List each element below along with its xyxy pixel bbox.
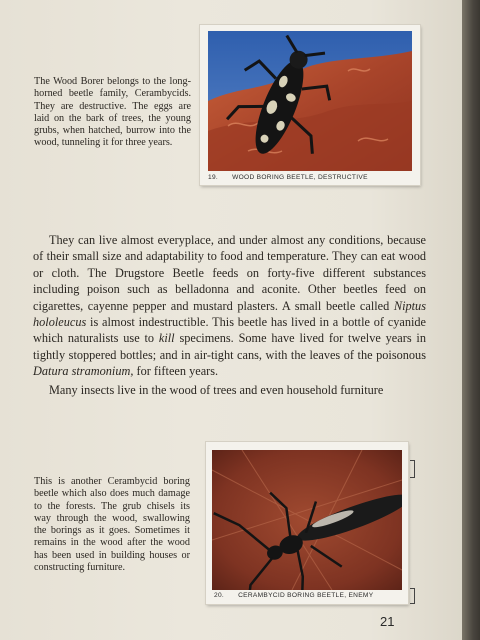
book-spine xyxy=(462,0,480,640)
stamp-caption xyxy=(208,174,368,181)
page-number: 21 xyxy=(380,614,395,629)
stamp-caption xyxy=(214,592,373,599)
stamp-number: 19. xyxy=(208,174,219,181)
paragraph: Many insects live in the wood of trees and even household furniture xyxy=(49,382,384,397)
cerambycid-beetle-image xyxy=(212,450,402,590)
paragraph: They can live almost everyplace, and under almost any conditions, because of their small size and adaptability to food and temperature. They can eat wood or cloth. The Drugstore Beetle feeds on forty-five different substances including poison such as belladonna and aconite. Other beetles feed on cigarettes, cayenne pepper and mustard plasters. A small beetle called Niptus hololeucus is almost indestructible. This beetle has lived in a bottle of cyanide which naturalists use to kill specimens. Some have lived for twelve years in tightly stoppered bottles; and in air-tight cans, with the leaves of the poisonous Datura stramonium, for fifteen years. xyxy=(33,233,426,379)
caption-cerambycid: This is another Cerambycid boring beetle which also does much damage to the forests. The grub chisels its way through the wood, swallowing the borings as it goes. Sometimes it remains in the wood after the wood has been used in building houses or constructing furniture. xyxy=(34,476,190,574)
species-name: Datura stramonium, xyxy=(33,364,134,379)
stamp-title: WOOD BORING BEETLE, DESTRUCTIVE xyxy=(232,174,368,181)
cerambycid-beetle-photo xyxy=(212,450,402,590)
mount-mark xyxy=(410,588,415,604)
wood-boring-beetle-image xyxy=(208,31,412,171)
stamp-cerambycid-beetle xyxy=(206,442,408,604)
caption-wood-borer: The Wood Borer belongs to the long-horned beetle family, Cerambycids. They are destructive. The eggs are laid on the bark of trees, the young grubs, when hatched, burrow into the wood, tunneling it for three years. xyxy=(34,76,191,149)
emphasis: kill xyxy=(158,331,175,346)
stamp-number: 20. xyxy=(214,592,225,599)
wood-boring-beetle-photo xyxy=(208,31,412,171)
species-name: Niptus hololeucus xyxy=(33,298,426,330)
stamp-wood-boring-beetle xyxy=(200,25,420,185)
main-text xyxy=(33,232,426,398)
mount-mark xyxy=(410,460,415,478)
stamp-title: CERAMBYCID BORING BEETLE, ENEMY xyxy=(238,592,374,599)
